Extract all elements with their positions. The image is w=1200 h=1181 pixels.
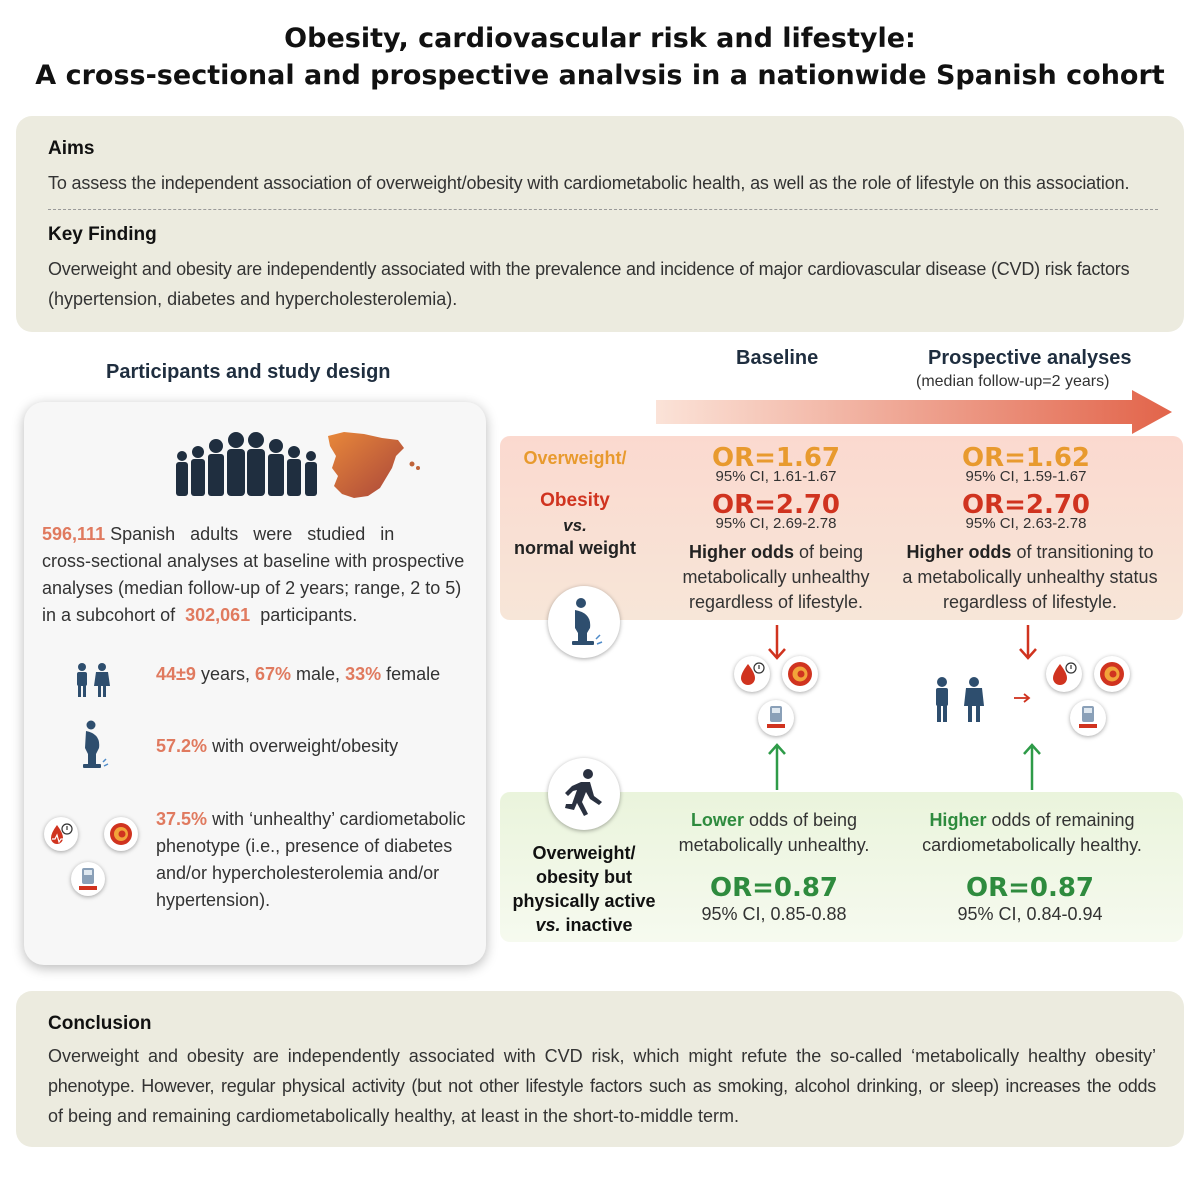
- baseline-cholesterol-icon: [782, 656, 818, 692]
- baseline-desc-line-1: [650, 540, 902, 565]
- prospective-cholesterol-icon: [1094, 656, 1130, 692]
- prospective-people-icon: [930, 676, 994, 724]
- subcohort-pre: in a subcohort of: [42, 605, 176, 625]
- prospective-active-ci: 95% CI, 0.84-0.94: [957, 904, 1103, 924]
- baseline-ci-overweight: 95% CI, 1.61-1.67: [715, 468, 837, 485]
- participants-heading: Participants and study design: [106, 361, 391, 383]
- baseline-blood-pressure-icon: [734, 656, 770, 692]
- baseline-active-line-2: metabolically unhealthy.: [678, 835, 870, 855]
- prospective-ci-overweight: 95% CI, 1.59-1.67: [965, 468, 1087, 485]
- prospective-heading: Prospective analyses: [928, 347, 1132, 369]
- conclusion-line-1: Overweight and obesity are independently associated with CVD risk, which might refute the so-called ‘metabolically healthy obesity’: [48, 1046, 1156, 1066]
- aims-heading: Aims: [48, 138, 95, 159]
- female-rest: female: [386, 664, 441, 684]
- male-female-icon: [72, 662, 116, 698]
- baseline-or-obesity: OR=2.70: [711, 490, 841, 520]
- participants-line-1: [42, 521, 472, 548]
- prospective-desc-rest: of transitioning to: [1016, 542, 1154, 562]
- baseline-ci-obesity: 95% CI, 2.69-2.78: [715, 515, 837, 532]
- female-pct: 33%: [345, 664, 382, 684]
- overweight-scale-icon: [548, 586, 620, 658]
- prospective-down-arrow-icon: [1018, 625, 1038, 661]
- prospective-active-bold: Higher: [929, 810, 987, 830]
- unhealthy-line-1-text: with ‘unhealthy’ cardiometabolic: [212, 809, 466, 829]
- participants-line-2: cross-sectional analyses at baseline with prospective: [42, 551, 465, 571]
- baseline-active-or: OR=0.87: [709, 873, 839, 903]
- label-overweight: Overweight/: [523, 448, 627, 468]
- title-line-2: A cross-sectional and prospective analvsis in a nationwide Spanish cohort: [35, 60, 1165, 91]
- participants-line-1-text: Spanish adults were studied in: [110, 524, 395, 544]
- unhealthy-line-1: [156, 806, 466, 833]
- unhealthy-line-4: hypertension).: [156, 890, 271, 910]
- active-group-label: [506, 841, 662, 937]
- prospective-or-overweight: OR=1.62: [961, 443, 1091, 473]
- prospective-desc-bold: Higher odds: [906, 542, 1012, 562]
- label-normal-weight: normal weight: [513, 538, 636, 558]
- prospective-up-arrow-icon: [1022, 742, 1042, 790]
- participants-description: [42, 521, 472, 629]
- baseline-active-bold: Lower: [690, 810, 744, 830]
- prospective-desc-line-1: [890, 540, 1170, 565]
- overweight-rest: with overweight/obesity: [212, 736, 399, 756]
- baseline-or-overweight: OR=1.67: [711, 443, 841, 473]
- baseline-active-desc: [660, 808, 888, 858]
- key-finding-text-line-1: Overweight and obesity are independently associated with the prevalence and incidence of major cardiovascular disease (CVD) risk factors: [48, 259, 1130, 279]
- aims-text: To assess the independent association of overweight/obesity with cardiometabolic health, as well as the role of lifestyle on this association.: [48, 173, 1130, 193]
- cholesterol-artery-icon: [104, 817, 138, 851]
- label-vs: vs.: [563, 516, 587, 535]
- active-label-line-2: obesity but: [535, 867, 632, 887]
- prospective-blood-pressure-icon: [1046, 656, 1082, 692]
- label-obesity: Obesity: [540, 490, 610, 511]
- spain-map-icon: [324, 426, 424, 504]
- prospective-active-or: OR=0.87: [965, 873, 1095, 903]
- male-rest: male,: [296, 664, 341, 684]
- participants-line-4: [42, 602, 472, 629]
- unhealthy-line-2: phenotype (i.e., presence of diabetes: [156, 836, 453, 856]
- key-finding-heading: Key Finding: [48, 224, 157, 245]
- prospective-active-line-1: [904, 808, 1160, 833]
- overweight-pct: 57.2%: [156, 736, 208, 756]
- baseline-active-ci: 95% CI, 0.85-0.88: [701, 904, 847, 924]
- prospective-ci-obesity: 95% CI, 2.63-2.78: [965, 515, 1087, 532]
- baseline-desc-line-3: regardless of lifestyle.: [688, 592, 864, 612]
- prospective-or-obesity: OR=2.70: [961, 490, 1091, 520]
- conclusion-heading: Conclusion: [48, 1013, 152, 1034]
- section-divider: [48, 209, 1158, 210]
- key-finding-text-line-2: (hypertension, diabetes and hypercholesterolemia).: [48, 289, 458, 309]
- participants-card: [24, 402, 486, 965]
- blood-pressure-icon: [44, 817, 78, 851]
- active-label-line-4: [506, 913, 662, 937]
- subcohort-post: participants.: [260, 605, 358, 625]
- prospective-glucose-icon: [1070, 700, 1106, 736]
- timeline-arrow-icon: [656, 390, 1172, 434]
- prospective-active-rest: odds of remaining: [991, 810, 1135, 830]
- active-label-vs: vs.: [535, 915, 561, 935]
- active-label-line-1: Overweight/: [532, 843, 636, 863]
- baseline-desc-rest: of being: [798, 542, 864, 562]
- prospective-active-desc: [904, 808, 1160, 858]
- prospective-desc-line-2: a metabolically unhealthy status: [902, 567, 1158, 587]
- glucose-meter-icon: [71, 862, 105, 896]
- title-line-1: Obesity, cardiovascular risk and lifestyle:: [284, 23, 916, 54]
- age-value: 44±9: [156, 664, 196, 684]
- conclusion-line-2: phenotype. However, regular physical activity (but not other lifestyle factors such as smoking, alcohol drinking, or sleep) increases the odds: [48, 1076, 1156, 1096]
- participants-line-3: analyses (median follow-up of 2 years; range, 2 to 5): [42, 578, 462, 598]
- age-rest: years,: [200, 664, 250, 684]
- baseline-active-rest: odds of being: [748, 810, 858, 830]
- baseline-heading: Baseline: [736, 347, 819, 369]
- participants-count: 596,111: [42, 524, 106, 544]
- demographics-stat: [156, 661, 440, 688]
- baseline-desc-bold: Higher odds: [688, 542, 794, 562]
- overweight-person-icon: [79, 720, 109, 770]
- conclusion-panel: [16, 991, 1184, 1147]
- runner-icon: [548, 758, 620, 830]
- crowd-icon: [172, 422, 322, 496]
- baseline-desc-line-2: metabolically unhealthy: [682, 567, 870, 587]
- transition-arrow-icon: [1014, 692, 1032, 704]
- unhealthy-stat: [156, 806, 466, 914]
- active-label-line-3: physically active: [512, 891, 656, 911]
- male-pct: 67%: [254, 664, 292, 684]
- unhealthy-line-3: and/or hypercholesterolemia and/or: [156, 863, 440, 883]
- page-title: [0, 20, 1200, 94]
- unhealthy-pct: 37.5%: [156, 809, 208, 829]
- prospective-subheading: (median follow-up=2 years): [916, 373, 1110, 390]
- baseline-active-line-1: [660, 808, 888, 833]
- baseline-glucose-icon: [758, 700, 794, 736]
- prospective-active-line-2: cardiometabolically healthy.: [922, 835, 1142, 855]
- baseline-up-arrow-icon: [767, 742, 787, 790]
- overweight-stat: [156, 733, 398, 760]
- prospective-overweight-desc: [890, 540, 1170, 615]
- aims-key-finding-panel: [16, 116, 1184, 332]
- subcohort-count: 302,061: [185, 605, 251, 625]
- baseline-overweight-desc: [650, 540, 902, 615]
- prospective-desc-line-3: regardless of lifestyle.: [942, 592, 1118, 612]
- conclusion-line-3: of being and remaining cardiometabolically healthy, at least in the short-to-middle term.: [48, 1106, 740, 1126]
- active-label-inactive: inactive: [565, 915, 633, 935]
